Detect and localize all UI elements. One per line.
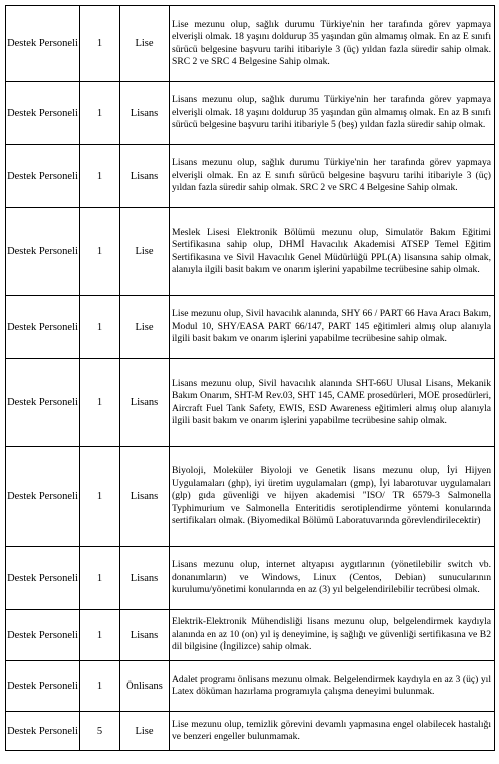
table-row	[6, 610, 495, 661]
position-category: Destek Personeli	[6, 447, 80, 547]
position-count: 1	[80, 145, 120, 208]
education-level: Lise	[120, 712, 170, 751]
position-category: Destek Personeli	[6, 547, 80, 610]
position-count: 5	[80, 712, 120, 751]
education-level: Lisans	[120, 610, 170, 661]
education-level: Lisans	[120, 359, 170, 447]
requirements-table	[5, 5, 495, 751]
education-level: Lise	[120, 208, 170, 296]
position-count: 1	[80, 208, 120, 296]
requirement-text: Lise mezunu olup, sağlık durumu Türkiye'nin her tarafında görev yapmaya elverişli olmak. 18 yaşını doldurup 35 yaşından gün almamış olmak. En az E sınıfı sürücü belgesine başvuru tarihi itibariyle 3 (üç) yıldan fazla süredir sahip olmak. SRC 2 ve SRC 4 Belgesine Sahip olmak.	[170, 6, 495, 82]
requirement-text: Meslek Lisesi Elektronik Bölümü mezunu olup, Simulatör Bakım Eğitimi Sertifikasına sahip olup, DHMİ Havacılık Akademisi ATSEP Temel Eğitim Sertifikasına ve Sivil Havacılık Genel Müdürlüğü PPL(A) lisansına sahip olmak, alanıyla ilgili basit bakım ve onarım işlerini yapabilme tecrübesine sahip olmak.	[170, 208, 495, 296]
position-count: 1	[80, 359, 120, 447]
table-row	[6, 712, 495, 751]
requirement-text: Adalet programı önlisans mezunu olmak. Belgelendirmek kaydıyla en az 3 (üç) yıl Latex döküman hazırlama programıyla çalışma deneyimi bulunmak.	[170, 661, 495, 712]
education-level: Lisans	[120, 547, 170, 610]
requirement-text: Lise mezunu olup, temizlik görevini devamlı yapmasına engel olabilecek hastalığı ve benzeri engeller bulunmamak.	[170, 712, 495, 751]
education-level: Lise	[120, 296, 170, 359]
table-row	[6, 208, 495, 296]
requirements-document	[5, 5, 494, 751]
position-category: Destek Personeli	[6, 359, 80, 447]
table-row	[6, 82, 495, 145]
position-category: Destek Personeli	[6, 208, 80, 296]
requirement-text: Lisans mezunu olup, sağlık durumu Türkiye'nin her tarafında görev yapmaya elverişli olmak. En az E sınıfı sürücü belgesine başvuru tarihi itibariyle 3 (üç) yıldan fazla süredir sahip olmak. SRC 2 ve SRC 4 Belgesine Sahip olmak.	[170, 145, 495, 208]
position-count: 1	[80, 296, 120, 359]
requirement-text: Elektrik-Elektronik Mühendisliği lisans mezunu olup, belgelendirmek kaydıyla alanında en az 10 (on) yıl iş deneyimine, iş sağlığı ve güvenliği sertifikasına ve B2 dil bilgisine (İngilizce) sahip olmak.	[170, 610, 495, 661]
position-category: Destek Personeli	[6, 145, 80, 208]
position-category: Destek Personeli	[6, 6, 80, 82]
education-level: Lisans	[120, 447, 170, 547]
position-count: 1	[80, 447, 120, 547]
table-row	[6, 359, 495, 447]
table-row	[6, 6, 495, 82]
position-category: Destek Personeli	[6, 82, 80, 145]
position-category: Destek Personeli	[6, 610, 80, 661]
position-category: Destek Personeli	[6, 661, 80, 712]
requirement-text: Lisans mezunu olup, internet altyapısı aygıtlarının (yönetilebilir switch vb. donanımların) ve Windows, Linux (Centos, Debian) sunucularının kurulumu/yönetimi konularında en az (3) yıl belgelendirilebilir tecrübesi olmak.	[170, 547, 495, 610]
education-level: Önlisans	[120, 661, 170, 712]
position-count: 1	[80, 661, 120, 712]
position-category: Destek Personeli	[6, 296, 80, 359]
education-level: Lisans	[120, 145, 170, 208]
position-count: 1	[80, 610, 120, 661]
requirement-text: Lisans mezunu olup, sağlık durumu Türkiye'nin her tarafında görev yapmaya elverişli olmak. 18 yaşını doldurup 35 yaşından gün almamış olmak. En az B sınıfı sürücü belgesine başvuru tarihi itibariyle 5 (beş) yıldan fazla süredir sahip olmak.	[170, 82, 495, 145]
table-row	[6, 447, 495, 547]
position-count: 1	[80, 6, 120, 82]
table-row	[6, 547, 495, 610]
position-count: 1	[80, 82, 120, 145]
requirement-text: Lisans mezunu olup, Sivil havacılık alanında SHT-66U Ulusal Lisans, Mekanik Bakım Onarım, SHT-M Rev.03, SHT 145, CAME prosedürleri, MOE prosedürleri, Aircraft Fuel Tank Safety, EWIS, ESD Awareness eğitimleri almış olup alanıyla ilgili basit bakım ve onarım işlerini yapabilme tecrübesine sahip olmak.	[170, 359, 495, 447]
requirement-text: Lise mezunu olup, Sivil havacılık alanında, SHY 66 / PART 66 Hava Aracı Bakım, Modul 10, SHY/EASA PART 66/147, PART 145 eğitimleri almış olup alanıyla ilgili basit bakım ve onarım işlerini yapabilme tecrübesine sahip olmak.	[170, 296, 495, 359]
position-category: Destek Personeli	[6, 712, 80, 751]
education-level: Lise	[120, 6, 170, 82]
position-count: 1	[80, 547, 120, 610]
table-row	[6, 145, 495, 208]
table-row	[6, 661, 495, 712]
requirement-text: Biyoloji, Moleküler Biyoloji ve Genetik lisans mezunu olup, İyi Hijyen Uygulamaları (ghp), iyi üretim uygulamaları (gmp), İyi labarotuvar uygulamaları (glp) gıda güvenliği ve hijyen akademisi "ISO/ TR 6579-3 Salmonella Typhimurium ve Salmonella Enteritidis serotiplendirme yöntemi konularında sertifikaları olmak. (Biyomedikal Bölümü Laboratuvarında görevlendirilecektir)	[170, 447, 495, 547]
table-row	[6, 296, 495, 359]
education-level: Lisans	[120, 82, 170, 145]
